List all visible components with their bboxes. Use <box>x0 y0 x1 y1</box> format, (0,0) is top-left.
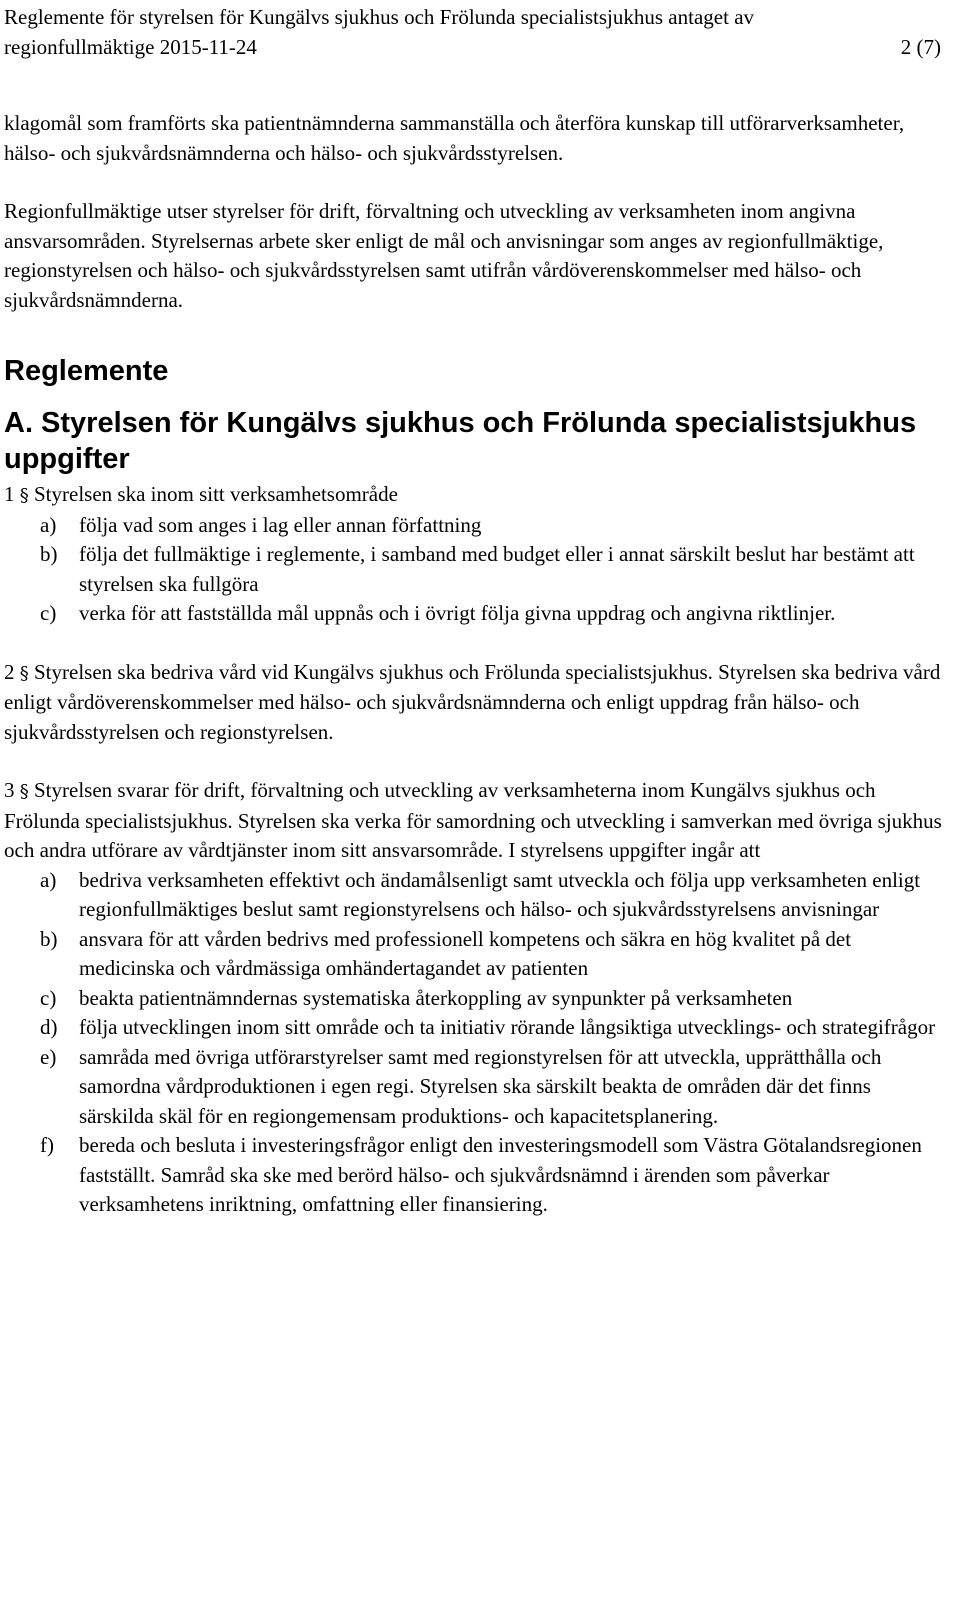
header-title-line2: regionfullmäktige 2015-11-24 <box>4 35 257 59</box>
list-item: f) bereda och besluta i investeringsfrågor enligt den investeringsmodell som Västra Götalandsregionen fastställt. Samråd ska ske med berörd hälso- och sjukvårdsnämnd i ärenden som påverkar verksamhetens inriktning, omfattning eller finansiering. <box>40 1133 922 1216</box>
paragraph-1 <box>4 480 944 511</box>
paragraph-3-text: Styrelsen svarar för drift, förvaltning och utveckling av verksamheterna inom Kungälvs sjukhus och Frölunda specialistsjukhus. Styrelsen ska verka för samordning och utveckling i samverkan med övriga sjukhus och andra utförare av vårdtjänster inom sitt ansvarsområde. I styrelsens uppgifter ingår att <box>4 778 942 862</box>
list-item: e) samråda med övriga utförarstyrelser samt med regionstyrelsen för att utveckla, upprätthålla och samordna vårdproduktionen i egen regi. Styrelsen ska särskilt beakta de områden där det finns särskilda skäl för en regiongemensam produktions- och kapacitetsplanering. <box>40 1044 882 1128</box>
page-header <box>4 2 944 62</box>
paragraph-1-list <box>4 511 944 629</box>
paragraph-3 <box>4 776 944 866</box>
section-sign-icon: § <box>19 485 29 506</box>
paragraph-3-number: 3 <box>4 778 15 802</box>
section-sign-icon: § <box>19 781 29 802</box>
paragraph-2 <box>4 658 944 748</box>
document-page <box>4 0 944 1220</box>
list-item: b) ansvara för att vården bedrivs med professionell kompetens och säkra en hög kvalitet på det medicinska och vårdmässiga omhändertagandet av patienten <box>40 926 852 980</box>
paragraph-2-number: 2 <box>4 659 15 684</box>
page-number: 2 (7) <box>900 35 941 59</box>
list-item: a) bedriva verksamheten effektivt och ändamålsenligt samt utveckla och följa upp verksamheten enligt regionfullmäktiges beslut samt regionstyrelsens och hälso- och sjukvårdsstyrelsens anvisningar <box>40 867 921 921</box>
section-heading: Reglemente <box>4 355 169 387</box>
paragraph-1-text: Styrelsen ska inom sitt verksamhetsområde <box>34 482 398 506</box>
section-sign-icon: § <box>19 662 29 684</box>
paragraph-1-number: 1 <box>4 482 15 506</box>
list-item: d) följa utvecklingen inom sitt område och ta initiativ rörande långsiktiga utvecklings- och strategifrågor <box>40 1015 936 1039</box>
list-item: a) följa vad som anges i lag eller annan författning <box>40 512 482 537</box>
list-item: b) följa det fullmäktige i reglemente, i samband med budget eller i annat särskilt beslut har bestämt att styrelsen ska fullgöra <box>40 542 915 596</box>
paragraph-2-text: Styrelsen ska bedriva vård vid Kungälvs sjukhus och Frölunda specialistsjukhus. Styrelsen ska bedriva vård enligt vårdöverenskommelser med hälso- och sjukvårdsnämnderna och enligt uppdrag från hälso- och sjukvårdsstyrelsen och regionstyrelsen. <box>4 659 941 744</box>
paragraph-3-list <box>4 866 944 1220</box>
intro-paragraph-1: klagomål som framförts ska patientnämnderna sammanställa och återföra kunskap till utförarverksamheter, hälso- och sjukvårdsnämnderna och hälso- och sjukvårdsstyrelsen. <box>4 111 905 165</box>
intro-paragraph-2: Regionfullmäktige utser styrelser för drift, förvaltning och utveckling av verksamheten inom angivna ansvarsområden. Styrelsernas arbete sker enligt de mål och anvisningar som anges av regionfullmäktige, regionstyrelsen och hälso- och sjukvårdsstyrelsen samt utifrån vårdöverenskommelser med hälso- och sjukvårdsnämnderna. <box>4 199 884 312</box>
list-item: c) verka för att fastställda mål uppnås och i övrigt följa givna uppdrag och angivna riktlinjer. <box>40 601 836 625</box>
section-subheading: A. Styrelsen för Kungälvs sjukhus och Frölunda specialistsjukhus uppgifter <box>4 407 917 475</box>
header-title-line1: Reglemente för styrelsen för Kungälvs sjukhus och Frölunda specialistsjukhus antaget av <box>4 5 755 29</box>
list-item: c) beakta patientnämndernas systematiska återkoppling av synpunkter på verksamheten <box>40 985 793 1010</box>
